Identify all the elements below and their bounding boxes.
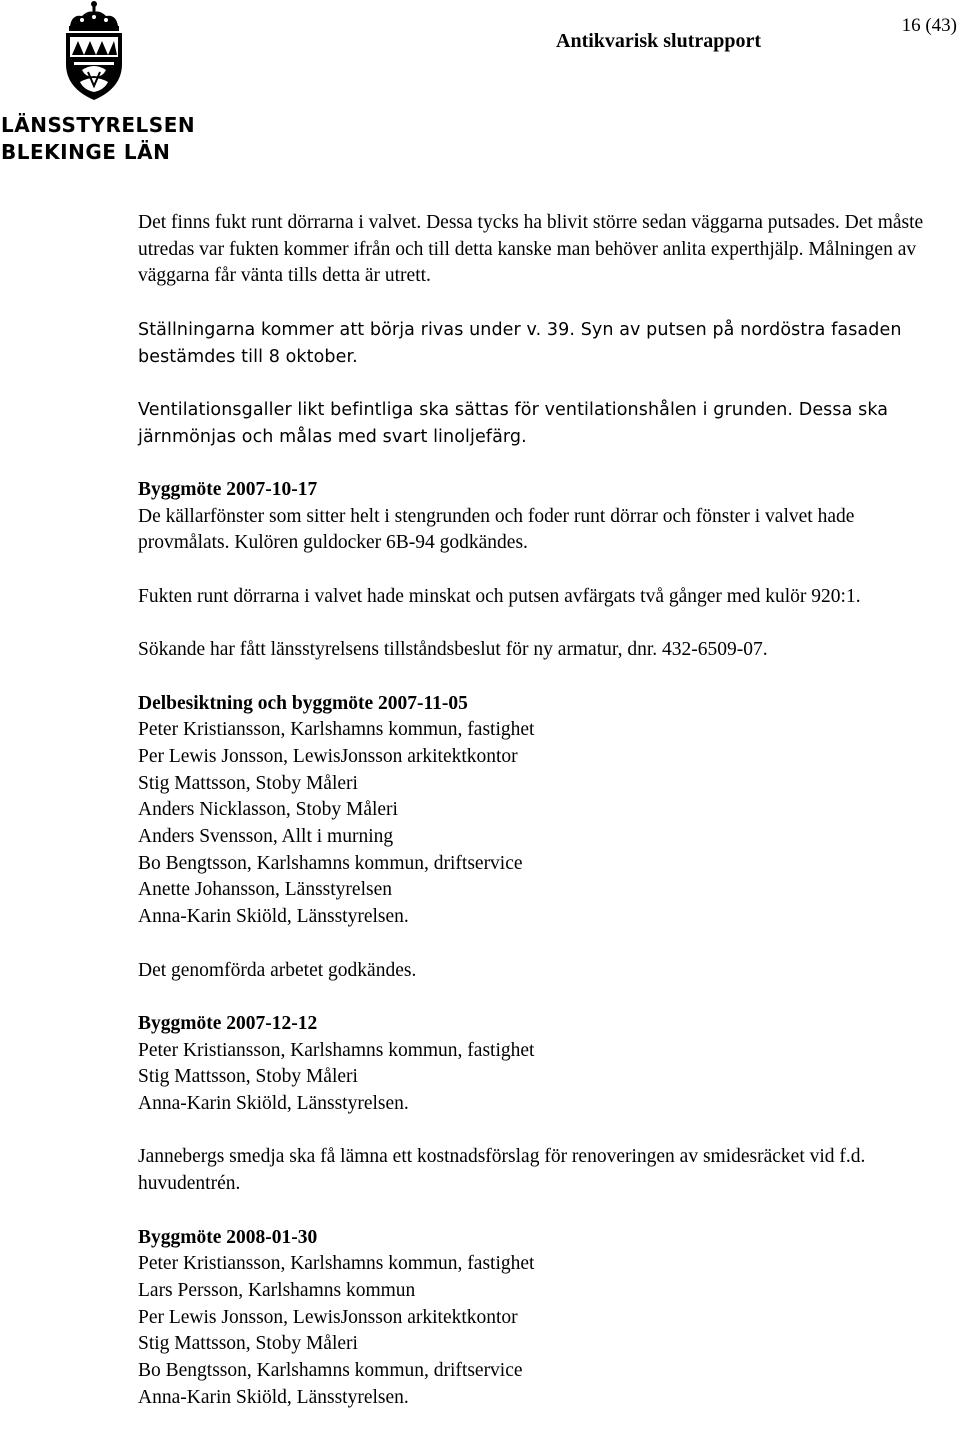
attendee: Peter Kristiansson, Karlshamns kommun, fastighet xyxy=(138,1253,535,1275)
attendee: Bo Bengtsson, Karlshamns kommun, driftservice xyxy=(138,852,523,874)
attendee: Anna-Karin Skiöld, Länsstyrelsen. xyxy=(138,906,409,928)
attendee: Peter Kristiansson, Karlshamns kommun, fastighet xyxy=(138,1039,535,1061)
attendee: Anders Svensson, Allt i murning xyxy=(138,826,394,848)
page-number: 16 (43) xyxy=(901,15,957,36)
logo-text-line1: LÄNSSTYRELSEN xyxy=(1,113,196,137)
paragraph-ventilation: Ventilationsgaller likt befintliga ska sättas för ventilationshålen i grunden. Dessa ska järnmönjas och målas med svart linoljefärg. xyxy=(138,399,889,447)
attendee: Per Lewis Jonsson, LewisJonsson arkitektkontor xyxy=(138,1306,518,1328)
attendee: Per Lewis Jonsson, LewisJonsson arkitektkontor xyxy=(138,745,518,767)
meeting-text: De källarfönster som sitter helt i stengrunden och foder runt dörrar och fönster i valvet hade provmålats. Kulören guldocker 6B-94 godkändes. xyxy=(138,505,855,554)
attendee: Bo Bengtsson, Karlshamns kommun, driftservice xyxy=(138,1360,523,1382)
attendee: Anders Nicklasson, Stoby Måleri xyxy=(138,799,398,821)
attendee: Anette Johansson, Länsstyrelsen xyxy=(138,879,392,901)
attendee: Anna-Karin Skiöld, Länsstyrelsen. xyxy=(138,1093,409,1115)
paragraph-moisture-followup: Fukten runt dörrarna i valvet hade minskat och putsen avfärgats två gånger med kulör 920:1. xyxy=(138,585,861,607)
attendee: Lars Persson, Karlshamns kommun xyxy=(138,1279,416,1301)
meeting-heading: Byggmöte 2007-12-12 xyxy=(138,1012,318,1034)
paragraph-approved: Det genomförda arbetet godkändes. xyxy=(138,959,417,981)
paragraph-scaffolding: Ställningarna kommer att börja rivas under v. 39. Syn av putsen på nordöstra fasaden bestämdes till 8 oktober. xyxy=(138,319,902,367)
paragraph-smithy: Jannebergs smedja ska få lämna ett kostnadsförslag för renoveringen av smidesräcket vid f.d. huvudentrén. xyxy=(138,1146,866,1195)
attendee: Stig Mattsson, Stoby Måleri xyxy=(138,772,358,794)
document-title: Antikvarisk slutrapport xyxy=(556,30,762,52)
document-body xyxy=(138,210,938,1411)
meeting-section-1 xyxy=(138,477,938,557)
meeting-section-2 xyxy=(138,691,938,931)
meeting-heading: Byggmöte 2008-01-30 xyxy=(138,1226,318,1248)
paragraph-moisture: Det finns fukt runt dörrarna i valvet. Dessa tycks ha blivit större sedan väggarna putsades. Det måste utredas var fukten kommer ifrån och till detta kanske man behöver anlita experthjälp. Målningen av väggarna får vänta tills detta är utrett. xyxy=(138,212,924,287)
attendee: Peter Kristiansson, Karlshamns kommun, fastighet xyxy=(138,719,535,741)
meeting-heading: Byggmöte 2007-10-17 xyxy=(138,478,318,500)
attendee: Anna-Karin Skiöld, Länsstyrelsen. xyxy=(138,1386,409,1408)
attendee: Stig Mattsson, Stoby Måleri xyxy=(138,1066,358,1088)
attendee: Stig Mattsson, Stoby Måleri xyxy=(138,1333,358,1355)
paragraph-permit: Sökande har fått länsstyrelsens tillståndsbeslut för ny armatur, dnr. 432-6509-07. xyxy=(138,639,768,661)
meeting-section-3 xyxy=(138,1011,938,1118)
crown-crest-icon xyxy=(62,0,126,102)
lansstyrelsen-logo xyxy=(0,0,196,165)
meeting-section-4 xyxy=(138,1225,938,1412)
logo-text-line2: BLEKINGE LÄN xyxy=(1,140,171,164)
meeting-heading: Delbesiktning och byggmöte 2007-11-05 xyxy=(138,692,468,714)
